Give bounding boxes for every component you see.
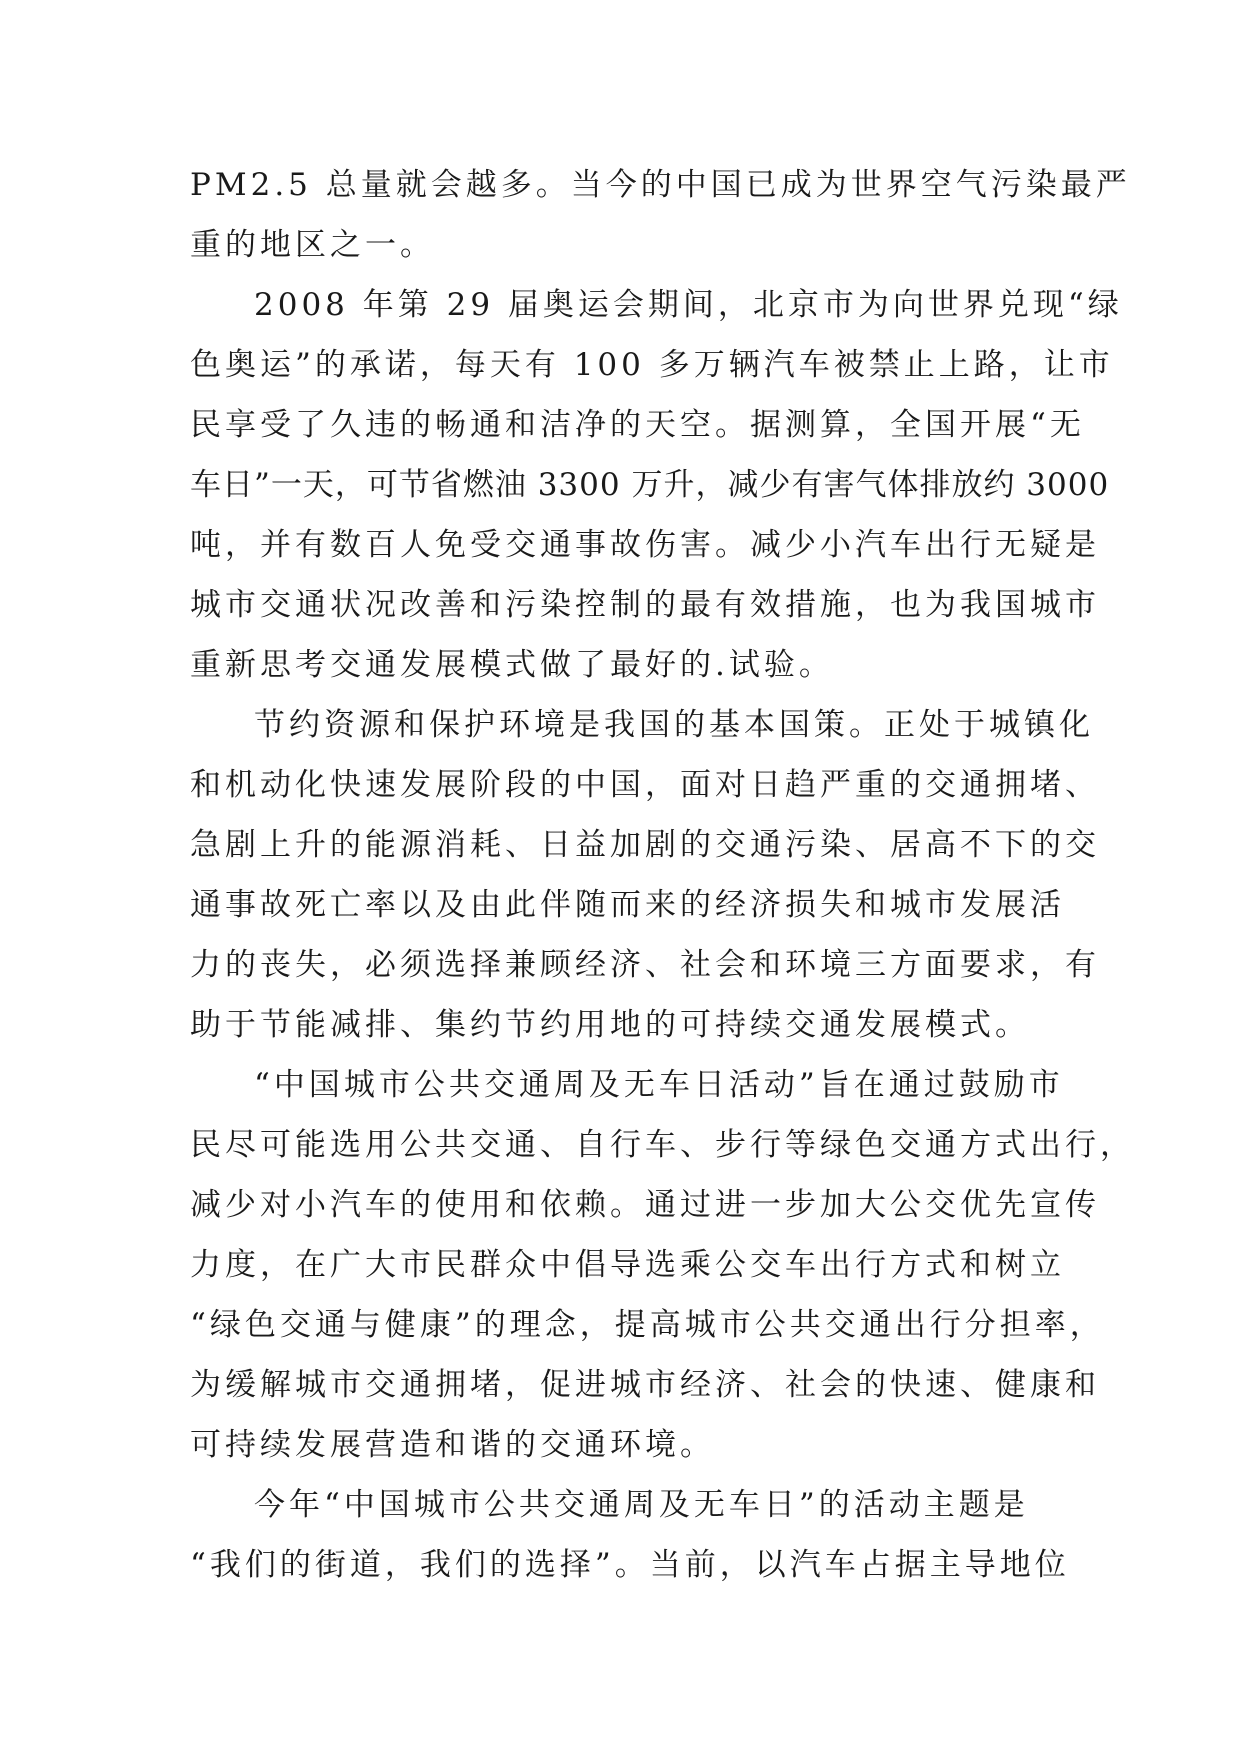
text-line: 可持续发展营造和谐的交通环境。 [190, 1427, 715, 1463]
text-line: 和机动化快速发展阶段的中国，面对日趋严重的交通拥堵、 [190, 767, 1100, 803]
text-line: 力度，在广大市民群众中倡导选乘公交车出行方式和树立 [190, 1247, 1065, 1283]
text-line: 力的丧失，必须选择兼顾经济、社会和环境三方面要求，有 [190, 947, 1100, 983]
paragraph-start-line: 节约资源和保护环境是我国的基本国策。正处于城镇化 [254, 707, 1094, 743]
text-line: 民享受了久违的畅通和洁净的天空。据测算，全国开展“无 [190, 407, 1085, 443]
paragraph-start-line: 今年“中国城市公共交通周及无车日”的活动主题是 [254, 1487, 1029, 1523]
text-line: 通事故死亡率以及由此伴随而来的经济损失和城市发展活 [190, 887, 1065, 923]
text-line: 为缓解城市交通拥堵，促进城市经济、社会的快速、健康和 [190, 1367, 1100, 1403]
text-line: 重的地区之一。 [190, 227, 435, 263]
text-line: 吨，并有数百人免受交通事故伤害。减少小汽车出行无疑是 [190, 527, 1100, 563]
body-text [190, 155, 1135, 1595]
text-line: PM2.5 总量就会越多。当今的中国已成为世界空气污染最严 [190, 167, 1131, 203]
text-line: “我们的街道，我们的选择”。当前，以汽车占据主导地位 [190, 1547, 1070, 1583]
text-line: 民尽可能选用公共交通、自行车、步行等绿色交通方式出行， [190, 1127, 1135, 1163]
text-line: 急剧上升的能源消耗、日益加剧的交通污染、居高不下的交 [190, 827, 1100, 863]
text-line: 减少对小汽车的使用和依赖。通过进一步加大公交优先宣传 [190, 1187, 1100, 1223]
paragraph-start-line: 2008 年第 29 届奥运会期间，北京市为向世界兑现“绿 [254, 287, 1123, 323]
paragraph-start-line: “中国城市公共交通周及无车日活动”旨在通过鼓励市 [254, 1067, 1064, 1103]
text-line: 重新思考交通发展模式做了最好的.试验。 [190, 647, 834, 683]
text-line: 色奥运”的承诺，每天有 100 多万辆汽车被禁止上路，让市 [190, 347, 1114, 383]
text-line: 车日”一天，可节省燃油 3300 万升，减少有害气体排放约 3000 [190, 467, 1110, 503]
text-line: 城市交通状况改善和污染控制的最有效措施，也为我国城市 [190, 587, 1100, 623]
text-line: “绿色交通与健康”的理念，提高城市公共交通出行分担率， [190, 1307, 1105, 1343]
text-line: 助于节能减排、集约节约用地的可持续交通发展模式。 [190, 1007, 1030, 1043]
